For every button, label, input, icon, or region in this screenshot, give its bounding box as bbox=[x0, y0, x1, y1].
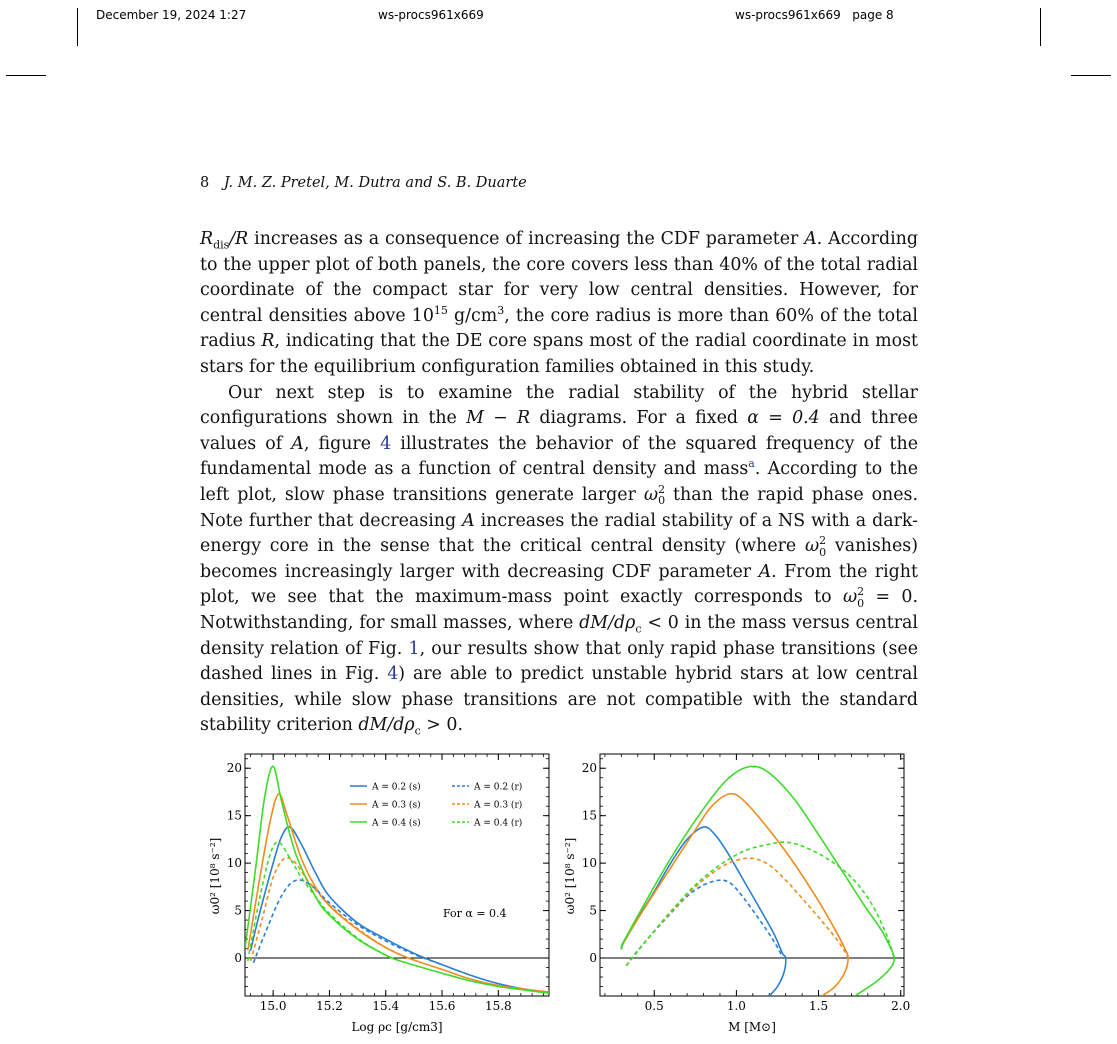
fig4-link-1[interactable]: 4 bbox=[380, 433, 392, 454]
y-tick-label: 10 bbox=[226, 856, 242, 871]
series-line-a-0-2-s- bbox=[621, 827, 785, 996]
x-tick-label: 1.0 bbox=[726, 999, 746, 1013]
legend-entry: A = 0.3 (s) bbox=[372, 800, 421, 811]
chart-annotation: For α = 0.4 bbox=[443, 907, 507, 920]
x-axis-label: Log ρc [g/cm3] bbox=[351, 1020, 443, 1034]
header-file: ws-procs961x669 bbox=[378, 8, 484, 22]
y-tick-label: 20 bbox=[581, 761, 597, 776]
x-tick-label: 15.8 bbox=[484, 999, 512, 1013]
y-tick-label: 15 bbox=[581, 808, 597, 823]
x-tick-label: 15.4 bbox=[372, 999, 400, 1013]
y-axis-label: ω0² [10⁸ s⁻²] bbox=[208, 837, 222, 915]
x-tick-label: 15.6 bbox=[428, 999, 456, 1013]
fig1-link[interactable]: 1 bbox=[408, 638, 420, 659]
crop-mark-right bbox=[1040, 8, 1041, 46]
running-head bbox=[200, 175, 527, 191]
paragraph-2: Our next step is to examine the radial stability of the hybrid stellar configurations shown in the M − R diagrams. For a fixed α = 0.4 and three values of A, figure 4 illustrates the behavior of the squared frequency of the fundamental mode as a function of central density and mass$^a$. According to the left plot, slow phase transitions generate larger $\omega^2_0$ than the rapid phase ones. Note further that decreasing A increases the radial stability of a NS with a dark-energy core in the sense that the critical central density (where $\omega^2_0$ vanishes) becomes increasingly larger with decreasing CDF parameter A. From the right plot, we see that the maximum-mass point exactly corresponds to $\omega^2_0 = 0$. Notwithstanding, for small masses, where $dM/d\rho_c < 0$ in the mass versus central density relation of Fig. 1, our results show that only rapid phase transitions (see dashed lines in Fig. 4) are able to predict unstable hybrid stars at low central densities, while slow phase transitions are not compatible with the standard stability criterion $dM/d\rho_c > 0$. bbox=[200, 382, 919, 738]
fig4-link-2[interactable]: 4 bbox=[387, 664, 399, 685]
x-tick-label: 0.5 bbox=[644, 999, 664, 1013]
paragraph-1: $R_{dis}/R$ increases as a consequence of increasing the CDF parameter A. According to the upper plot of both panels, the core covers less than 40% of the total radial coordinate of the compact star for very low central densities. However, for central densities above $10^{15}$ $g/cm^3$, the core radius is more than 60% of the total radius R, indicating that the DE core spans most of the radial coordinate in most stars for the equilibrium configuration families obtained in this study. bbox=[200, 229, 919, 377]
legend-entry: A = 0.3 (r) bbox=[474, 800, 523, 811]
plot-frame bbox=[600, 754, 904, 996]
legend-entry: A = 0.2 (r) bbox=[474, 782, 523, 793]
y-axis-label: ω0² [10⁸ s⁻²] bbox=[563, 837, 577, 915]
y-tick-label: 0 bbox=[234, 951, 242, 966]
authors: J. M. Z. Pretel, M. Dutra and S. B. Duarte bbox=[223, 175, 527, 191]
crop-mark-left-h bbox=[6, 75, 46, 76]
header-file-page: ws-procs961x669 page 8 bbox=[735, 8, 894, 22]
x-axis-label: M [M⊙] bbox=[728, 1020, 776, 1034]
body-text bbox=[200, 227, 918, 739]
crop-mark-right-h bbox=[1071, 75, 1111, 76]
crop-mark-left bbox=[77, 8, 78, 46]
footnote-a[interactable]: a bbox=[748, 457, 755, 471]
x-tick-label: 2.0 bbox=[891, 999, 911, 1013]
y-tick-label: 5 bbox=[589, 903, 597, 918]
omega-vs-density-chart bbox=[200, 748, 560, 1040]
y-tick-label: 15 bbox=[226, 808, 242, 823]
omega-vs-mass-chart bbox=[555, 748, 917, 1040]
x-tick-label: 15.2 bbox=[316, 999, 343, 1013]
legend-entry: A = 0.2 (s) bbox=[372, 782, 421, 793]
x-tick-label: 15.0 bbox=[259, 999, 287, 1013]
legend-entry: A = 0.4 (s) bbox=[372, 818, 421, 829]
y-tick-label: 0 bbox=[589, 951, 597, 966]
header-date: December 19, 2024 1:27 bbox=[96, 8, 247, 22]
y-tick-label: 5 bbox=[234, 903, 242, 918]
chart-legend bbox=[350, 782, 522, 829]
series-line-a-0-3-s- bbox=[621, 794, 848, 996]
x-tick-label: 1.5 bbox=[809, 999, 829, 1013]
series-line-a-0-3-r- bbox=[626, 858, 848, 966]
legend-entry: A = 0.4 (r) bbox=[474, 818, 523, 829]
page-number: 8 bbox=[200, 175, 210, 191]
y-tick-label: 20 bbox=[226, 761, 242, 776]
y-tick-label: 10 bbox=[581, 856, 597, 871]
